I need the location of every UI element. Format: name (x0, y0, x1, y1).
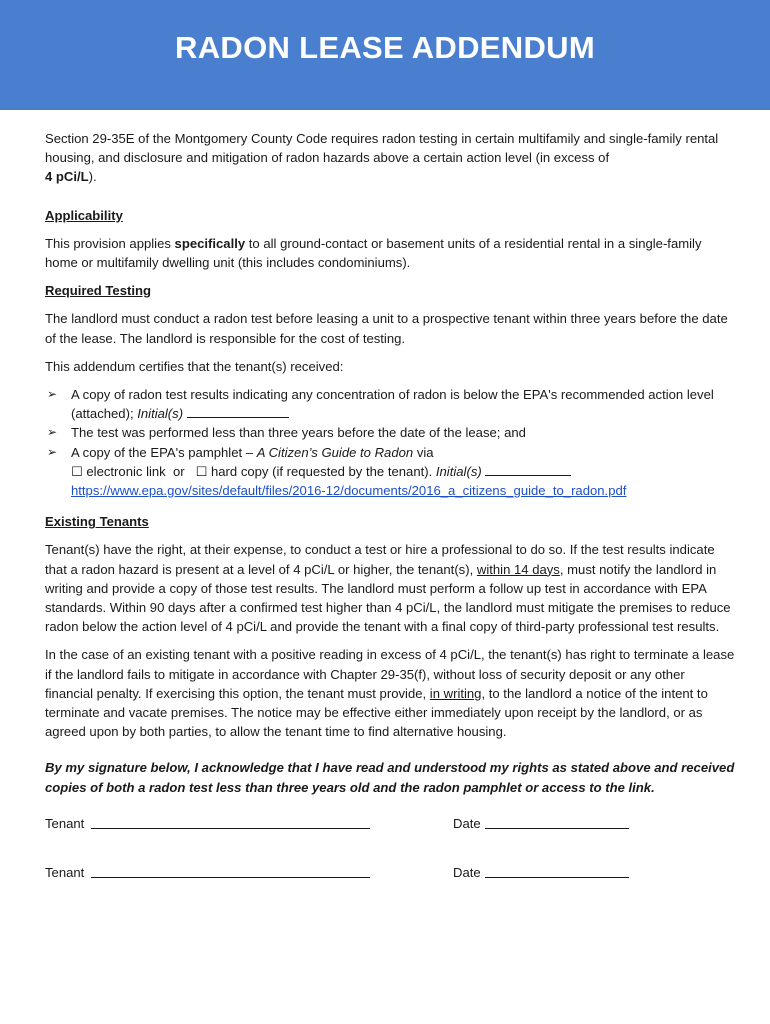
intro-paragraph (45, 129, 735, 187)
list-item-test-timing (45, 423, 735, 442)
item3-post: via (416, 444, 434, 460)
tenant-label: Tenant (45, 864, 85, 880)
date-field-2[interactable] (485, 877, 629, 878)
date-label: Date (453, 864, 481, 880)
hard-copy-label: hard copy (if requested by the tenant). (210, 463, 433, 479)
electronic-link-checkbox[interactable]: ☐ (71, 463, 83, 479)
existing-tenants-heading: Existing Tenants (45, 514, 149, 530)
document-title: RADON LEASE ADDENDUM (175, 30, 595, 65)
intro-text: Section 29-35E of the Montgomery County Code requires radon testing in certain multifamily and single-family rental housing, and disclosure and mitigation of radon hazards above a certain action level (in excess of (45, 131, 719, 166)
electronic-link-label: electronic link (86, 463, 166, 479)
applicability-pre: This provision applies (45, 235, 171, 251)
list-item-pamphlet (45, 443, 735, 501)
initials-label: Initial(s) (435, 463, 482, 479)
pamphlet-title: A Citizen’s Guide to Radon (256, 444, 414, 460)
date-field-1[interactable] (485, 828, 629, 829)
p1-a: Tenant(s) have the right, at their expense, to conduct a test or hire a professional to do so. If the test results indicate that a radon hazard is present at a level of 4 pCi/L or higher, the tenant(s), (45, 542, 715, 577)
arrow-bullet-icon: ➢ (47, 425, 58, 440)
arrow-bullet-icon: ➢ (47, 387, 58, 402)
signature-block (45, 814, 735, 924)
existing-tenants-paragraph-1 (45, 540, 735, 636)
item1-text: A copy of radon test results indicating any concentration of radon is below the EPA's recommended action level (attached); (71, 387, 714, 422)
initials-field-2[interactable] (485, 462, 571, 476)
applicability-emphasis: specifically (174, 235, 246, 251)
hard-copy-checkbox[interactable]: ☐ (195, 463, 208, 479)
certifies-text: This addendum certifies that the tenant(s) received: (45, 358, 344, 374)
within-14-days: within 14 days (476, 561, 560, 577)
action-level: 4 pCi/L (45, 169, 89, 185)
list-item-test-results (45, 385, 735, 423)
epa-pamphlet-link[interactable]: https://www.epa.gov/sites/default/files/2016-12/documents/2016_a_citizens_guide_to_radon.pdf (71, 483, 627, 499)
p2-a: In the case of an existing tenant with a positive reading in excess of 4 pCi/L, the tenant(s) has right to terminate a lease if the landlord fails to mitigate in accordance with Chapter 29-35(f), without loss of security deposit or any other financial penalty. If exercising this option, the tenant must provide, (45, 647, 735, 701)
signature-row-1 (45, 814, 735, 834)
initials-label: Initial(s) (137, 406, 184, 422)
applicability-heading: Applicability (45, 207, 123, 223)
item2-text: The test was performed less than three years before the date of the lease; and (71, 425, 526, 441)
in-writing: in writing (429, 685, 482, 701)
date-label: Date (453, 815, 481, 831)
existing-tenants-paragraph-2 (45, 645, 735, 741)
initials-field-1[interactable] (187, 404, 289, 418)
p1-b: , must notify the landlord in writing and provide a copy of those test results. The landlord must perform a follow up test in accordance with EPA standards. Within 90 days after a confirmed test higher than 4 pCi/L, the landlord must mitigate the premises to reduce radon below the action level of 4 pCi/L and provide the tenant with a final copy of third-party professional test results. (45, 561, 731, 635)
acknowledgement-statement: By my signature below, I acknowledge that I have read and understood my rights as stated above and received copies of both a radon test less than three years old and the radon pamphlet or access to the link. (45, 760, 735, 795)
arrow-bullet-icon: ➢ (47, 444, 58, 459)
applicability-paragraph (45, 234, 735, 272)
p2-b: , to the landlord a notice of the intent to terminate and vacate premises. The notice may be effective either immediately upon receipt by the landlord, or as agreed upon by both parties, to allow the tenant time to find alternative housing. (45, 685, 708, 740)
required-testing-heading: Required Testing (45, 283, 151, 299)
required-testing-paragraph: The landlord must conduct a radon test before leasing a unit to a prospective tenant within three years before the date of the lease. The landlord is responsible for the cost of testing. (45, 311, 728, 346)
title-banner (0, 0, 770, 110)
tenant-signature-field-2[interactable] (91, 877, 370, 878)
tenant-label: Tenant (45, 815, 85, 831)
tenant-signature-field-1[interactable] (91, 828, 370, 829)
intro-end: ). (88, 169, 97, 185)
item3-pre: A copy of the EPA's pamphlet – (71, 444, 254, 460)
or-label: or (173, 463, 185, 479)
signature-row-2 (45, 863, 735, 883)
received-items-list (45, 385, 735, 500)
applicability-post: to all ground-contact or basement units of a residential rental in a single-family home or multifamily dwelling unit (this includes condominiums). (45, 235, 702, 271)
document-body (45, 129, 735, 924)
